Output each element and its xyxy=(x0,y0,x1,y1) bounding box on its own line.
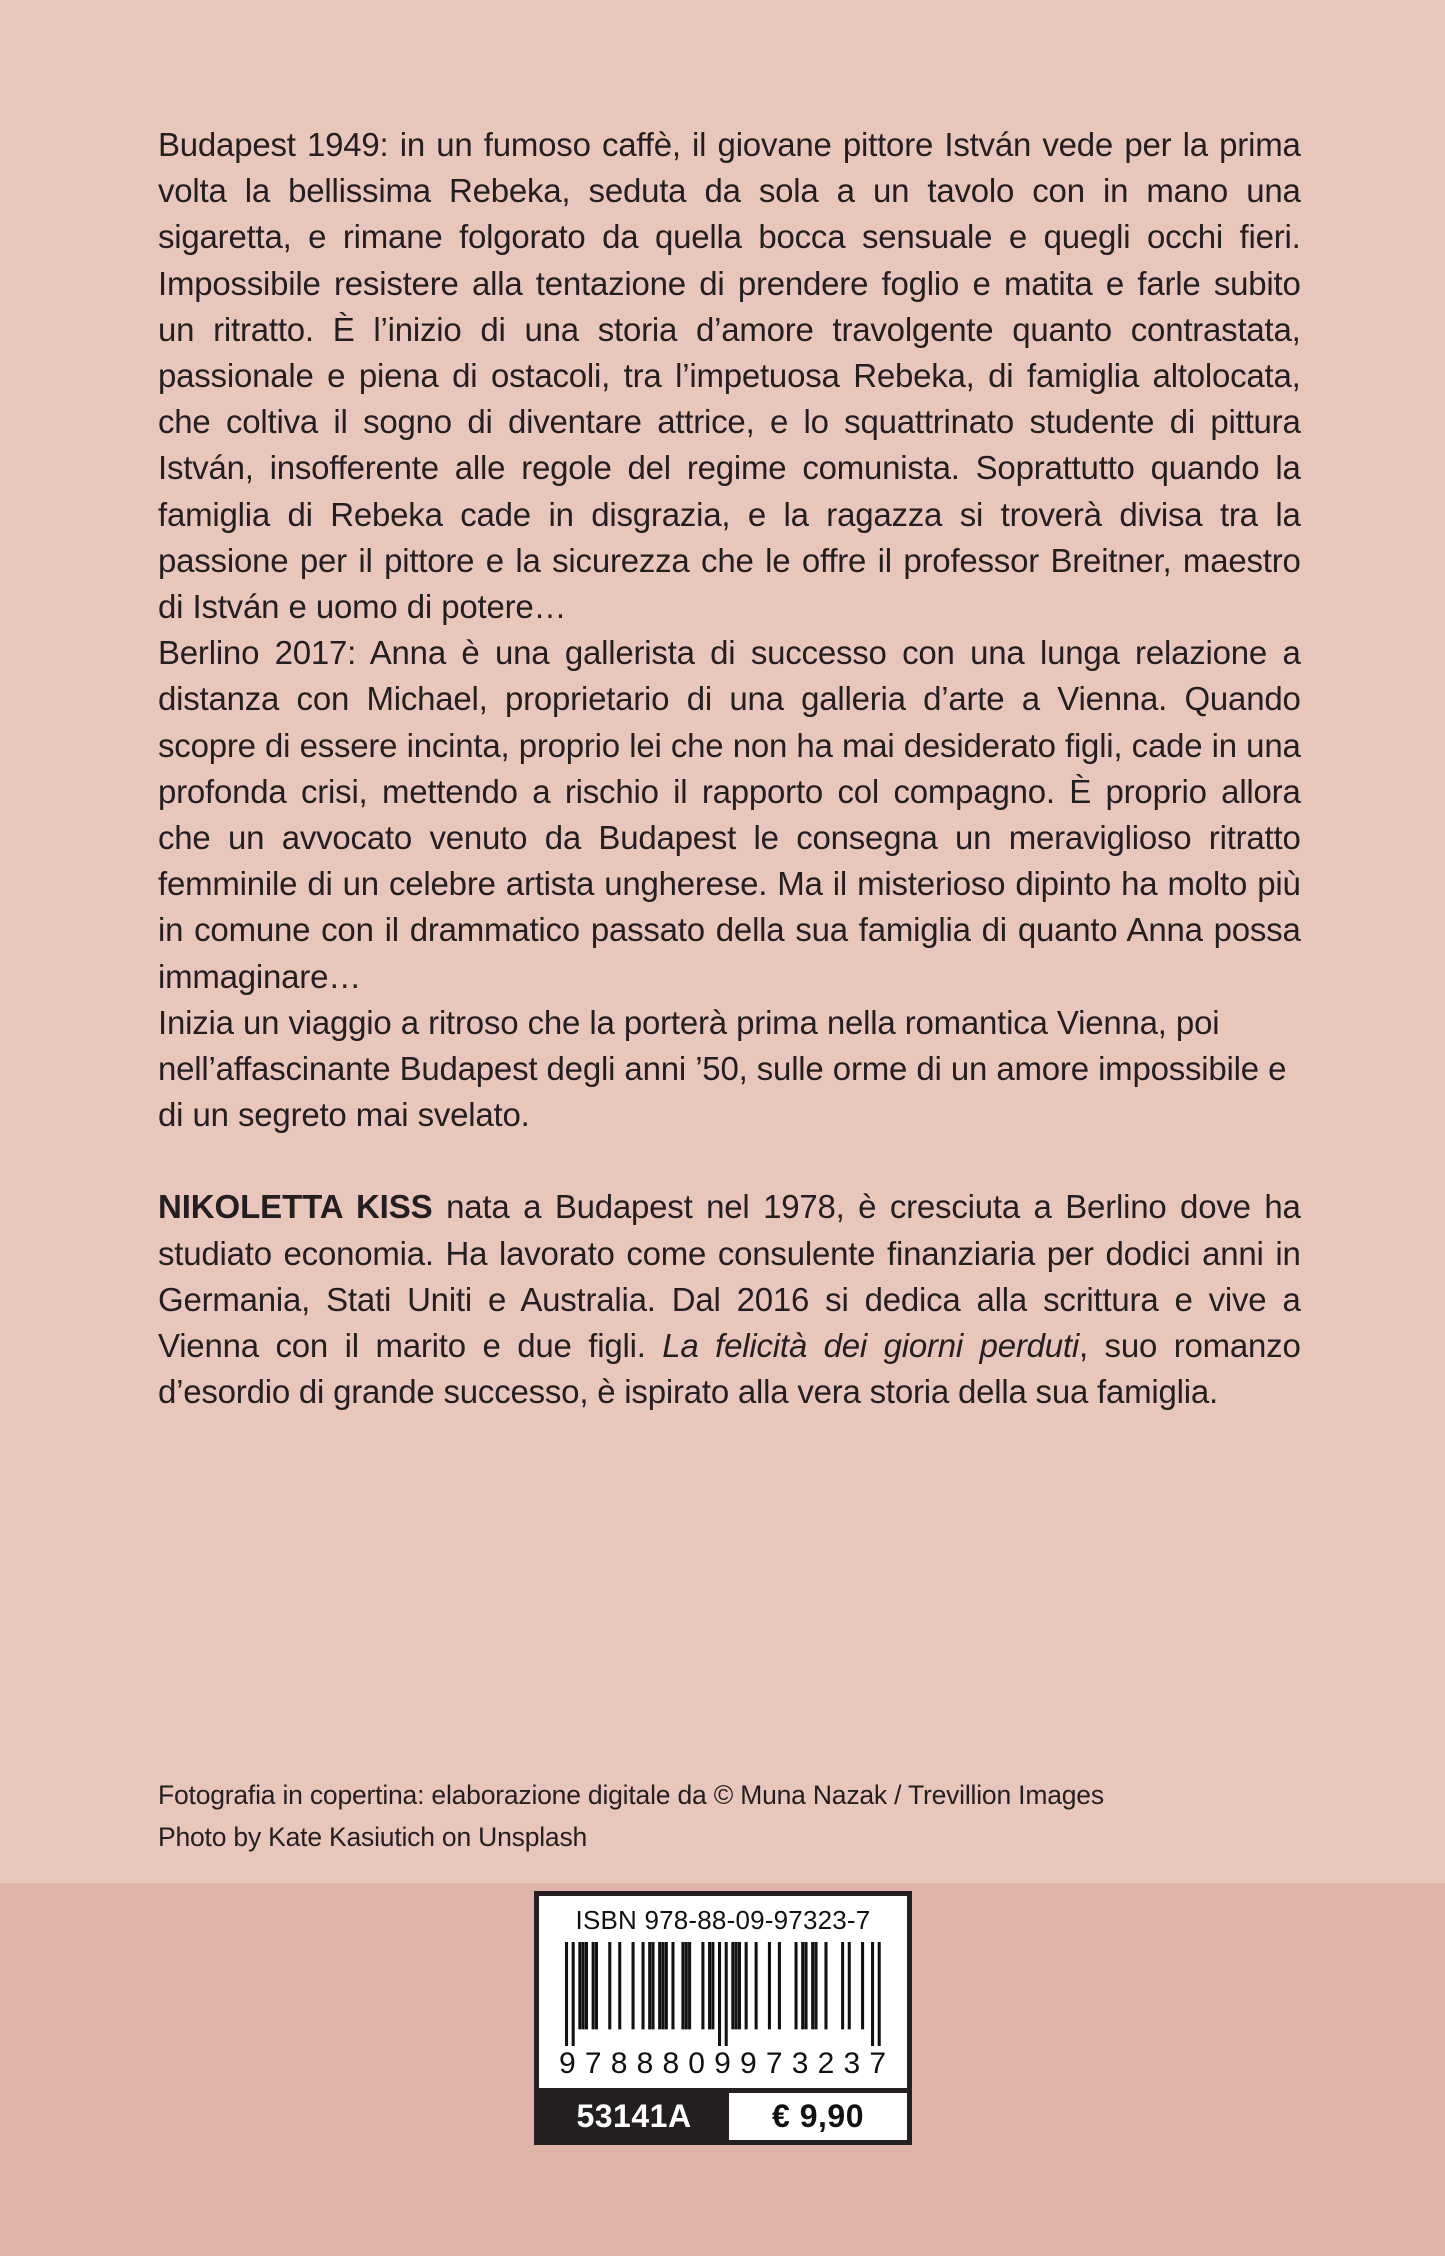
product-code: 53141A xyxy=(539,2093,729,2140)
barcode-digit: 0 xyxy=(688,2047,706,2080)
price-row xyxy=(534,2093,912,2145)
cover-price: € 9,90 xyxy=(729,2093,907,2140)
barcode-digit: 9 xyxy=(740,2047,758,2080)
photo-credits xyxy=(158,1774,1258,1858)
barcode-digits xyxy=(539,2046,907,2088)
barcode-digit: 7 xyxy=(765,2047,784,2080)
barcode-svg xyxy=(565,1942,881,2046)
blurb-block xyxy=(158,123,1301,1139)
barcode-digit: 9 xyxy=(714,2047,732,2080)
author-bio-text-after-title: , suo romanzo d’esordio di grande successo, è ispirato alla vera storia della sua famiglia. xyxy=(158,1328,1301,1412)
ean13-barcode-bars xyxy=(565,1942,881,2046)
barcode-digit: 2 xyxy=(817,2047,836,2080)
barcode-box xyxy=(534,1891,912,2093)
barcode-digit: 3 xyxy=(791,2047,810,2080)
author-bio-text-before-title: nata a Budapest nel 1978, è cresciuta a Berlino dove ha studiato economia. Ha lavorato come consulente finanziaria per dodici anni in Germania, Stati Uniti e Australia. Dal 2016 si dedica alla scrittura e vive a Vienna con il marito e due figli. xyxy=(158,1189,1301,1366)
barcode-digit: 8 xyxy=(610,2047,629,2080)
barcode-digit: 7 xyxy=(584,2047,603,2080)
blurb-paragraph-3: Inizia un viaggio a ritroso che la porterà prima nella romantica Vienna, poi nell’affascinante Budapest degli anni ’50, sulle orme di un amore impossibile e di un segreto mai svelato. xyxy=(158,1004,1287,1135)
credit-line-unsplash-photo: Photo by Kate Kasiutich on Unsplash xyxy=(158,1822,588,1852)
barcode-digit: 9 xyxy=(559,2047,577,2080)
barcode-digit: 3 xyxy=(843,2047,862,2080)
barcode-area xyxy=(534,1891,912,2145)
credit-line-cover-photo: Fotografia in copertina: elaborazione digitale da © Muna Nazak / Trevillion Images xyxy=(158,1780,1104,1810)
author-debut-book-title: La felicità dei giorni perduti xyxy=(662,1328,1079,1366)
blurb-paragraph-1: Budapest 1949: in un fumoso caffè, il giovane pittore István vede per la prima volta la bellissima Rebeka, seduta da sola a un tavolo con in mano una sigaretta, e rimane folgorato da quella bocca sensuale e quegli occhi fieri. Impossibile resistere alla tentazione di prendere foglio e matita e farle subito un ritratto. È l’inizio di una storia d’amore travolgente quanto contrastata, passionale e piena di ostacoli, tra l’impetuosa Rebeka, di famiglia altolocata, che coltiva il sogno di diventare attrice, e lo squattrinato studente di pittura István, insofferente alle regole del regime comunista. Soprattutto quando la famiglia di Rebeka cade in disgrazia, e la ragazza si troverà divisa tra la passione per il pittore e la sicurezza che le offre il professor Breitner, maestro di István e uomo di potere… xyxy=(158,127,1301,627)
barcode-digit: 8 xyxy=(636,2047,655,2080)
isbn-label: ISBN 978-88-09-97323-7 xyxy=(575,1905,871,1935)
barcode-digit: 8 xyxy=(662,2047,681,2080)
author-bio-block xyxy=(158,1185,1301,1416)
blurb-paragraph-2: Berlino 2017: Anna è una gallerista di successo con una lunga relazione a distanza con Michael, proprietario di una galleria d’arte a Vienna. Quando scopre di essere incinta, proprio lei che non ha mai desiderato figli, cade in una profonda crisi, mettendo a rischio il rapporto col compagno. È proprio allora che un avvocato venuto da Budapest le consegna un meraviglioso ritratto femminile di un celebre artista ungherese. Ma il misterioso dipinto ha molto più in comune con il drammatico passato della sua famiglia di quanto Anna possa immaginare… xyxy=(158,635,1301,996)
blurb-text-column xyxy=(158,123,1318,1416)
barcode-digit: 7 xyxy=(869,2047,887,2080)
author-name: NIKOLETTA KISS xyxy=(158,1189,433,1227)
